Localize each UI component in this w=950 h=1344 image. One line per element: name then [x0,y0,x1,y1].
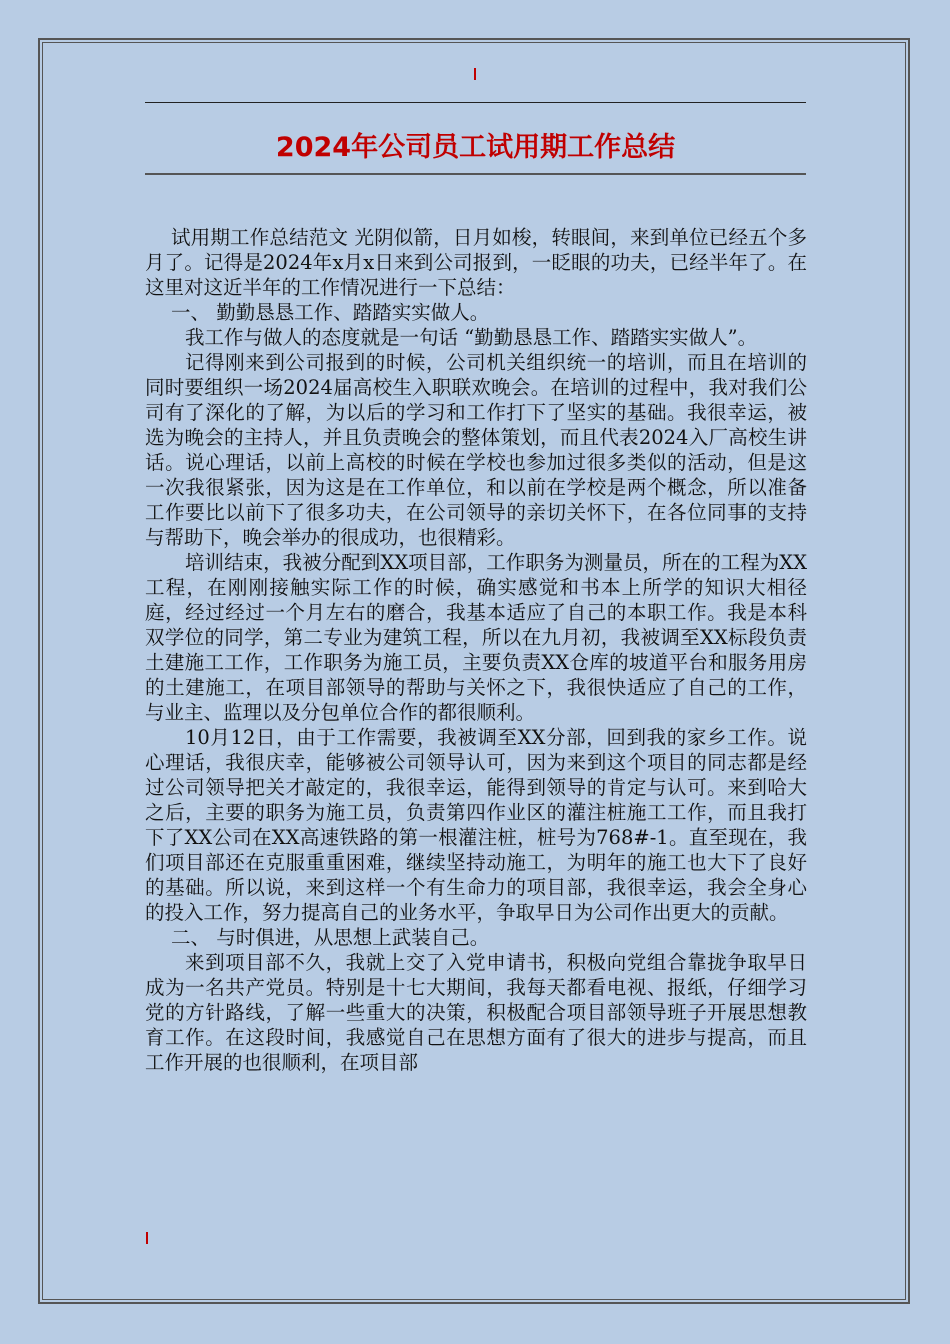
footer-cursor-mark [146,1232,148,1244]
paragraph-attitude: 我工作与做人的态度就是一句话 “勤勤恳恳工作、踏踏实实做人”。 [185,326,758,349]
paragraph-assignment: 培训结束，我被分配到XX项目部，工作职务为测量员，所在的工程为XX工程，在刚刚接触实际工作的时候，确实感觉和书本上所学的知识大相径庭，经过经过一个月左右的磨合，我基本适应了自己的本职工作。我是本科双学位的同学，第二专业为建筑工程，所以在九月初，我被调至XX标段负责土建施工工作，工作职务为施工员，主要负责XX仓库的坡道平台和服务用房的土建施工，在项目部领导的帮助与关怀之下，我很快适应了自己的工作，与业主、监理以及分包单位合作的都很顺利。 [145,551,807,724]
paragraph-intro: 试用期工作总结范文 光阴似箭，日月如梭，转眼间，来到单位已经五个多月了。记得是2024年x月x日来到公司报到，一眨眼的功夫，已经半年了。在这里对这近半年的工作情况进行一下总结： [145,226,807,299]
paragraph-training: 记得刚来到公司报到的时候，公司机关组织统一的培训，而且在培训的同时要组织一场2024届高校生入职联欢晚会。在培训的过程中，我对我们公司有了深化的了解，为以后的学习和工作打下了坚实的基础。我很幸运，被选为晚会的主持人，并且负责晚会的整体策划，而且代表2024入厂高校生讲话。说心理话，以前上高校的时候在学校也参加过很多类似的活动，但是这一次我很紧张，因为这是在工作单位，和以前在学校是两个概念，所以准备工作要比以前下了很多功夫，在公司领导的亲切关怀下，在各位同事的支持与帮助下，晚会举办的很成功，也很精彩。 [145,351,807,549]
header-cursor-mark [474,68,476,80]
section-heading-2: 二、 与时俱进，从思想上武装自己。 [171,926,490,949]
title-divider [145,173,806,175]
paragraph-transfer: 10月12日，由于工作需要，我被调至XX分部，回到我的家乡工作。说心理话，我很庆幸，能够被公司领导认可，因为来到这个项目的同志都是经过公司领导把关才敲定的，我很幸运，能得到领导的肯定与认可。来到哈大之后，主要的职务为施工员，负责第四作业区的灌注桩施工工作，而且我打下了XX公司在XX高速铁路的第一根灌注桩，桩号为768#-1。直至现在，我们项目部还在克服重重困难，继续坚持动施工，为明年的施工也大下了良好的基础。所以说，来到这样一个有生命力的项目部，我很幸运，我会全身心的投入工作，努力提高自己的业务水平，争取早日为公司作出更大的贡献。 [145,726,807,924]
header-divider [145,102,806,103]
paragraph-party: 来到项目部不久，我就上交了入党申请书，积极向党组合靠拢争取早日成为一名共产党员。特别是十七大期间，我每天都看电视、报纸，仔细学习党的方针路线，了解一些重大的决策，积极配合项目部领导班子开展思想教育工作。在这段时间，我感觉自己在思想方面有了很大的进步与提高，而且工作开展的也很顺利，在项目部 [145,951,807,1074]
document-body [145,225,807,1075]
section-heading-1: 一、 勤勤恳恳工作、踏踏实实做人。 [171,301,490,324]
document-title: 2024年公司员工试用期工作总结 [275,132,676,163]
